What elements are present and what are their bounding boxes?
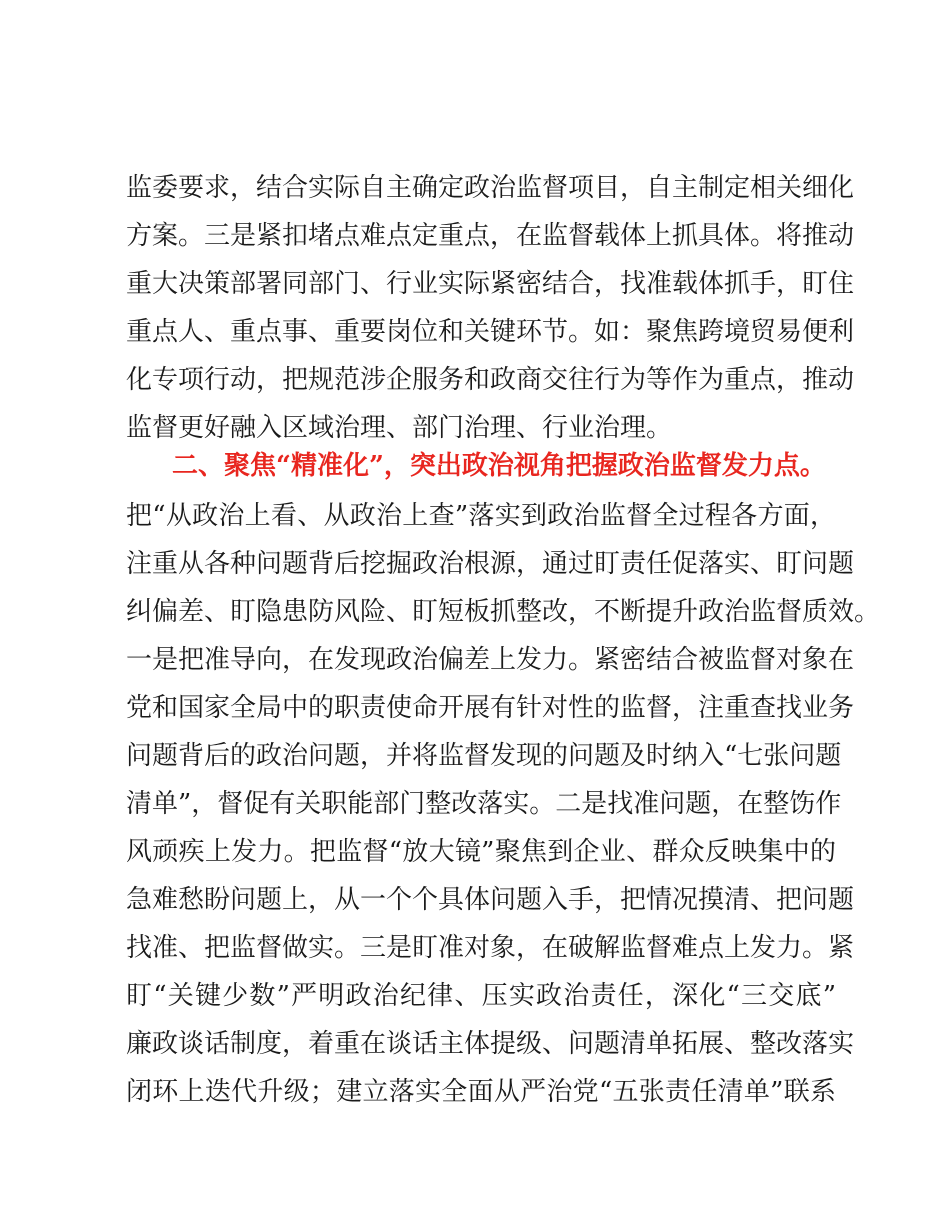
paragraph-2-line-9: 急难愁盼问题上，从一个个具体问题入手，把情况摸清、把问题 bbox=[126, 885, 855, 915]
paragraph-1-line-6: 监督更好融入区域治理、部门治理、行业治理。 bbox=[126, 413, 673, 443]
paragraph-1-line-3: 重大决策部署同部门、行业实际紧密结合，找准载体抓手，盯住 bbox=[126, 269, 855, 299]
paragraph-2-line-7: 清单”，督促有关职能部门整改落实。二是找准问题，在整饬作 bbox=[126, 789, 842, 819]
paragraph-1-line-5: 化专项行动，把规范涉企服务和政商交往行为等作为重点，推动 bbox=[126, 365, 855, 395]
paragraph-2-line-10: 找准、把监督做实。三是盯准对象，在破解监督难点上发力。紧 bbox=[126, 933, 855, 963]
paragraph-2-line-6: 问题背后的政治问题，并将监督发现的问题及时纳入“七张问题 bbox=[126, 741, 842, 771]
paragraph-2-line-3: 纠偏差、盯隐患防风险、盯短板抓整改，不断提升政治监督质效。 bbox=[126, 597, 881, 627]
section-heading: 二、聚焦“精准化”，突出政治视角把握政治监督发力点。 bbox=[172, 451, 826, 481]
paragraph-1-line-4: 重点人、重点事、重要岗位和关键环节。如：聚焦跨境贸易便利 bbox=[126, 317, 855, 347]
paragraph-2-line-4: 一是把准导向，在发现政治偏差上发力。紧密结合被监督对象在 bbox=[126, 645, 855, 675]
paragraph-2-line-13: 闭环上迭代升级；建立落实全面从严治党“五张责任清单”联系 bbox=[126, 1077, 836, 1107]
paragraph-2-line-12: 廉政谈话制度，着重在谈话主体提级、问题清单拓展、整改落实 bbox=[126, 1029, 855, 1059]
paragraph-2-line-8: 风顽疾上发力。把监督“放大镜”聚焦到企业、群众反映集中的 bbox=[126, 837, 836, 867]
paragraph-1-line-1: 监委要求，结合实际自主确定政治监督项目，自主制定相关细化 bbox=[126, 173, 855, 203]
paragraph-1-line-2: 方案。三是紧扣堵点难点定重点，在监督载体上抓具体。将推动 bbox=[126, 221, 855, 251]
paragraph-2-line-2: 注重从各种问题背后挖掘政治根源，通过盯责任促落实、盯问题 bbox=[126, 549, 855, 579]
paragraph-2-line-1: 把“从政治上看、从政治上查”落实到政治监督全过程各方面， bbox=[126, 501, 836, 531]
paragraph-2-line-5: 党和国家全局中的职责使命开展有针对性的监督，注重查找业务 bbox=[126, 693, 855, 723]
paragraph-2-line-11: 盯“关键少数”严明政治纪律、压实政治责任，深化“三交底” bbox=[126, 981, 836, 1011]
